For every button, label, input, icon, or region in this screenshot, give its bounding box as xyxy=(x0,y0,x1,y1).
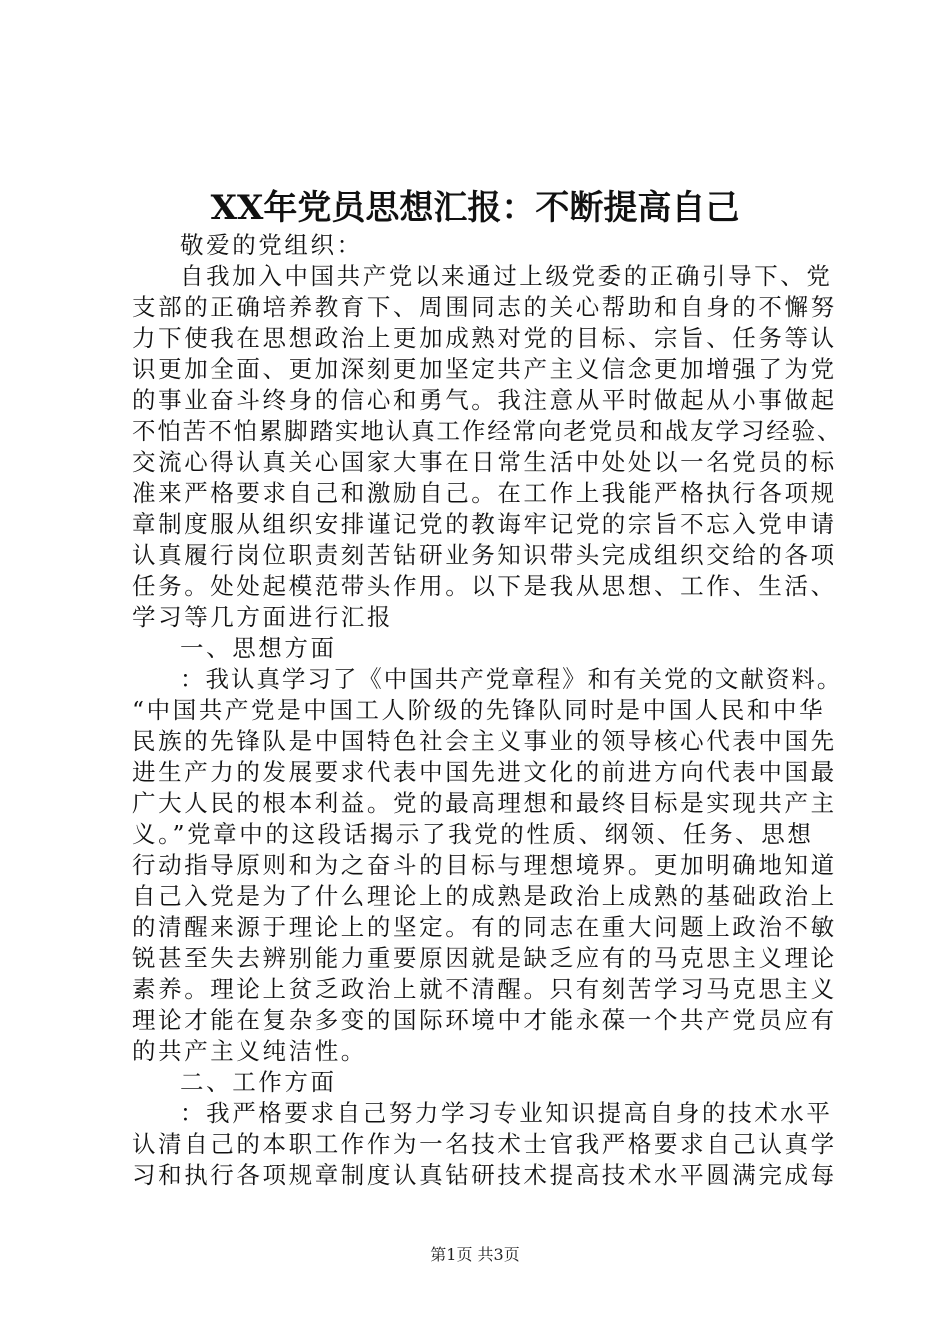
text-line: 理论才能在复杂多变的国际环境中才能永葆一个共产党员应有 xyxy=(132,1006,837,1034)
text-line: 交流心得认真关心国家大事在日常生活中处处以一名党员的标 xyxy=(132,448,837,476)
text-line: 的事业奋斗终身的信心和勇气。我注意从平时做起从小事做起 xyxy=(132,386,837,414)
text-line: 一、思想方面 xyxy=(180,634,337,662)
document-body xyxy=(132,230,842,1191)
text-line: 二、工作方面 xyxy=(180,1068,337,1096)
text-line: 习和执行各项规章制度认真钻研技术提高技术水平圆满完成每 xyxy=(132,1161,837,1189)
page-number-footer: 第1页 共3页 xyxy=(430,1245,520,1264)
text-line: 认真履行岗位职责刻苦钻研业务知识带头完成组织交给的各项 xyxy=(132,541,837,569)
text-line: 章制度服从组织安排谨记党的教诲牢记党的宗旨不忘入党申请 xyxy=(132,510,837,538)
text-line: 支部的正确培养教育下、周围同志的关心帮助和自身的不懈努 xyxy=(132,293,837,321)
text-line: 识更加全面、更加深刻更加坚定共产主义信念更加增强了为党 xyxy=(132,355,837,383)
text-line: 认清自己的本职工作作为一名技术士官我严格要求自己认真学 xyxy=(132,1130,837,1158)
text-line: 自我加入中国共产党以来通过上级党委的正确引导下、党 xyxy=(180,262,833,290)
text-line: 的清醒来源于理论上的坚定。有的同志在重大问题上政治不敏 xyxy=(132,913,837,941)
text-line: 民族的先锋队是中国特色社会主义事业的领导核心代表中国先 xyxy=(132,727,837,755)
text-line: 不怕苦不怕累脚踏实地认真工作经常向老党员和战友学习经验、 xyxy=(132,417,843,445)
text-line: 素养。理论上贫乏政治上就不清醒。只有刻苦学习马克思主义 xyxy=(132,975,837,1003)
text-line: 行动指导原则和为之奋斗的目标与理想境界。更加明确地知道 xyxy=(132,851,837,879)
text-line: 力下使我在思想政治上更加成熟对党的目标、宗旨、任务等认 xyxy=(132,324,837,352)
text-line: “中国共产党是中国工人阶级的先锋队同时是中国人民和中华 xyxy=(132,696,826,724)
text-line: 锐甚至失去辨别能力重要原因就是缺乏应有的马克思主义理论 xyxy=(132,944,837,972)
document-title: XX年党员思想汇报：不断提高自己 xyxy=(210,188,740,228)
text-line: ：我严格要求自己努力学习专业知识提高自身的技术水平 xyxy=(180,1099,833,1127)
text-line: ：我认真学习了《中国共产党章程》和有关党的文献资料。 xyxy=(180,665,843,693)
text-line: 义。”党章中的这段话揭示了我党的性质、纲领、任务、思想 xyxy=(132,820,814,848)
text-line: 自己入党是为了什么理论上的成熟是政治上成熟的基础政治上 xyxy=(132,882,837,910)
text-line: 任务。处处起模范带头作用。以下是我从思想、工作、生活、 xyxy=(132,572,837,600)
text-line: 敬爱的党组织： xyxy=(180,231,363,259)
text-line: 学习等几方面进行汇报 xyxy=(132,603,393,631)
text-line: 的共产主义纯洁性。 xyxy=(132,1037,367,1065)
text-line: 广大人民的根本利益。党的最高理想和最终目标是实现共产主 xyxy=(132,789,837,817)
text-line: 准来严格要求自己和激励自己。在工作上我能严格执行各项规 xyxy=(132,479,837,507)
text-line: 进生产力的发展要求代表中国先进文化的前进方向代表中国最 xyxy=(132,758,837,786)
